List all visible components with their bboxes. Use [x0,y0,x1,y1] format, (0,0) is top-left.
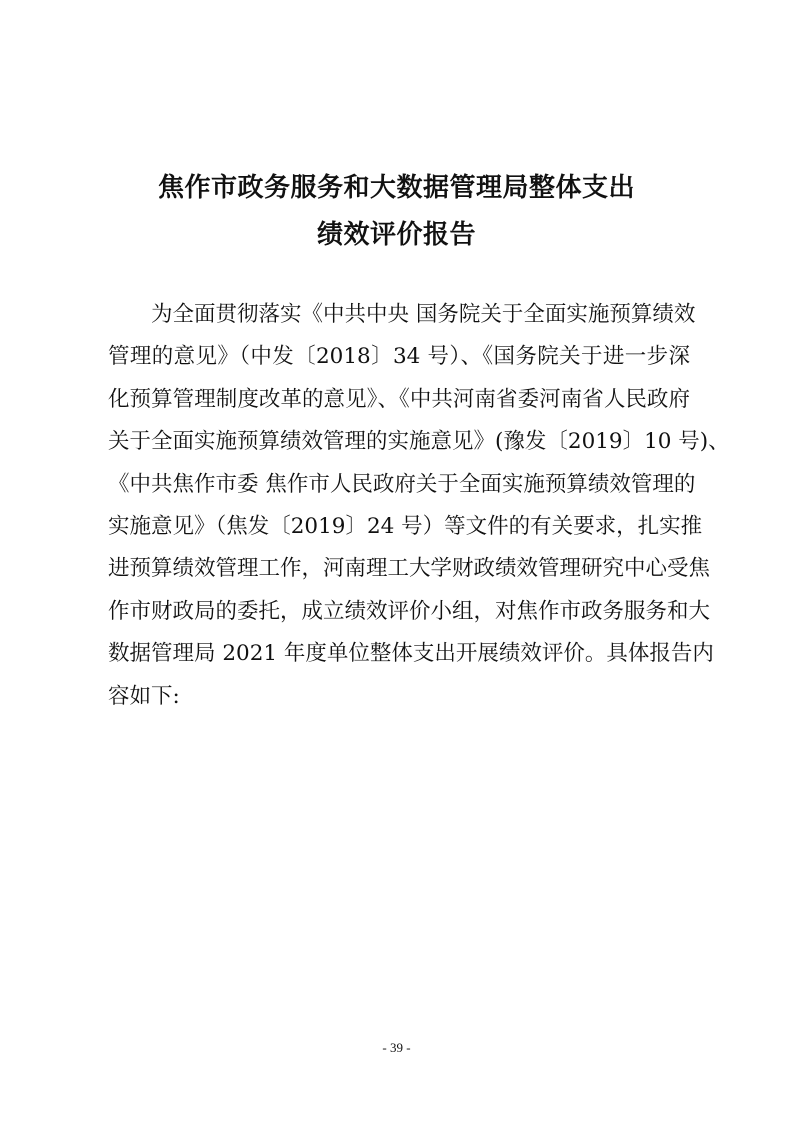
body-paragraph [108,294,730,718]
body-line: 实施意见》（焦发〔2019〕24 号）等文件的有关要求，扎实推 [108,513,703,539]
body-line: 进预算绩效管理工作，河南理工大学财政绩效管理研究中心受焦 [108,556,711,582]
document-title-line-2: 绩效评价报告 [316,220,476,250]
page-number: - 39 - [382,1040,411,1055]
body-line: 管理的意见》（中发〔2018〕34 号）、《国务院关于进一步深 [108,344,690,370]
body-line: 容如下: [108,683,180,709]
body-line: 数据管理局 2021 年度单位整体支出开展绩效评价。具体报告内 [108,641,714,667]
body-line: 作市财政局的委托，成立绩效评价小组，对焦作市政务服务和大 [108,598,711,624]
body-line: 为全面贯彻落实《中共中央 国务院关于全面实施预算绩效 [151,302,696,327]
body-line: 《中共焦作市委 焦作市人民政府关于全面实施预算绩效管理的 [108,471,696,497]
body-line: 化预算管理制度改革的意见》、《中共河南省委河南省人民政府 [108,386,690,412]
document-title-line-1: 焦作市政务服务和大数据管理局整体支出 [157,173,635,203]
body-line: 关于全面实施预算绩效管理的实施意见》(豫发〔2019〕10 号)、 [108,429,730,455]
